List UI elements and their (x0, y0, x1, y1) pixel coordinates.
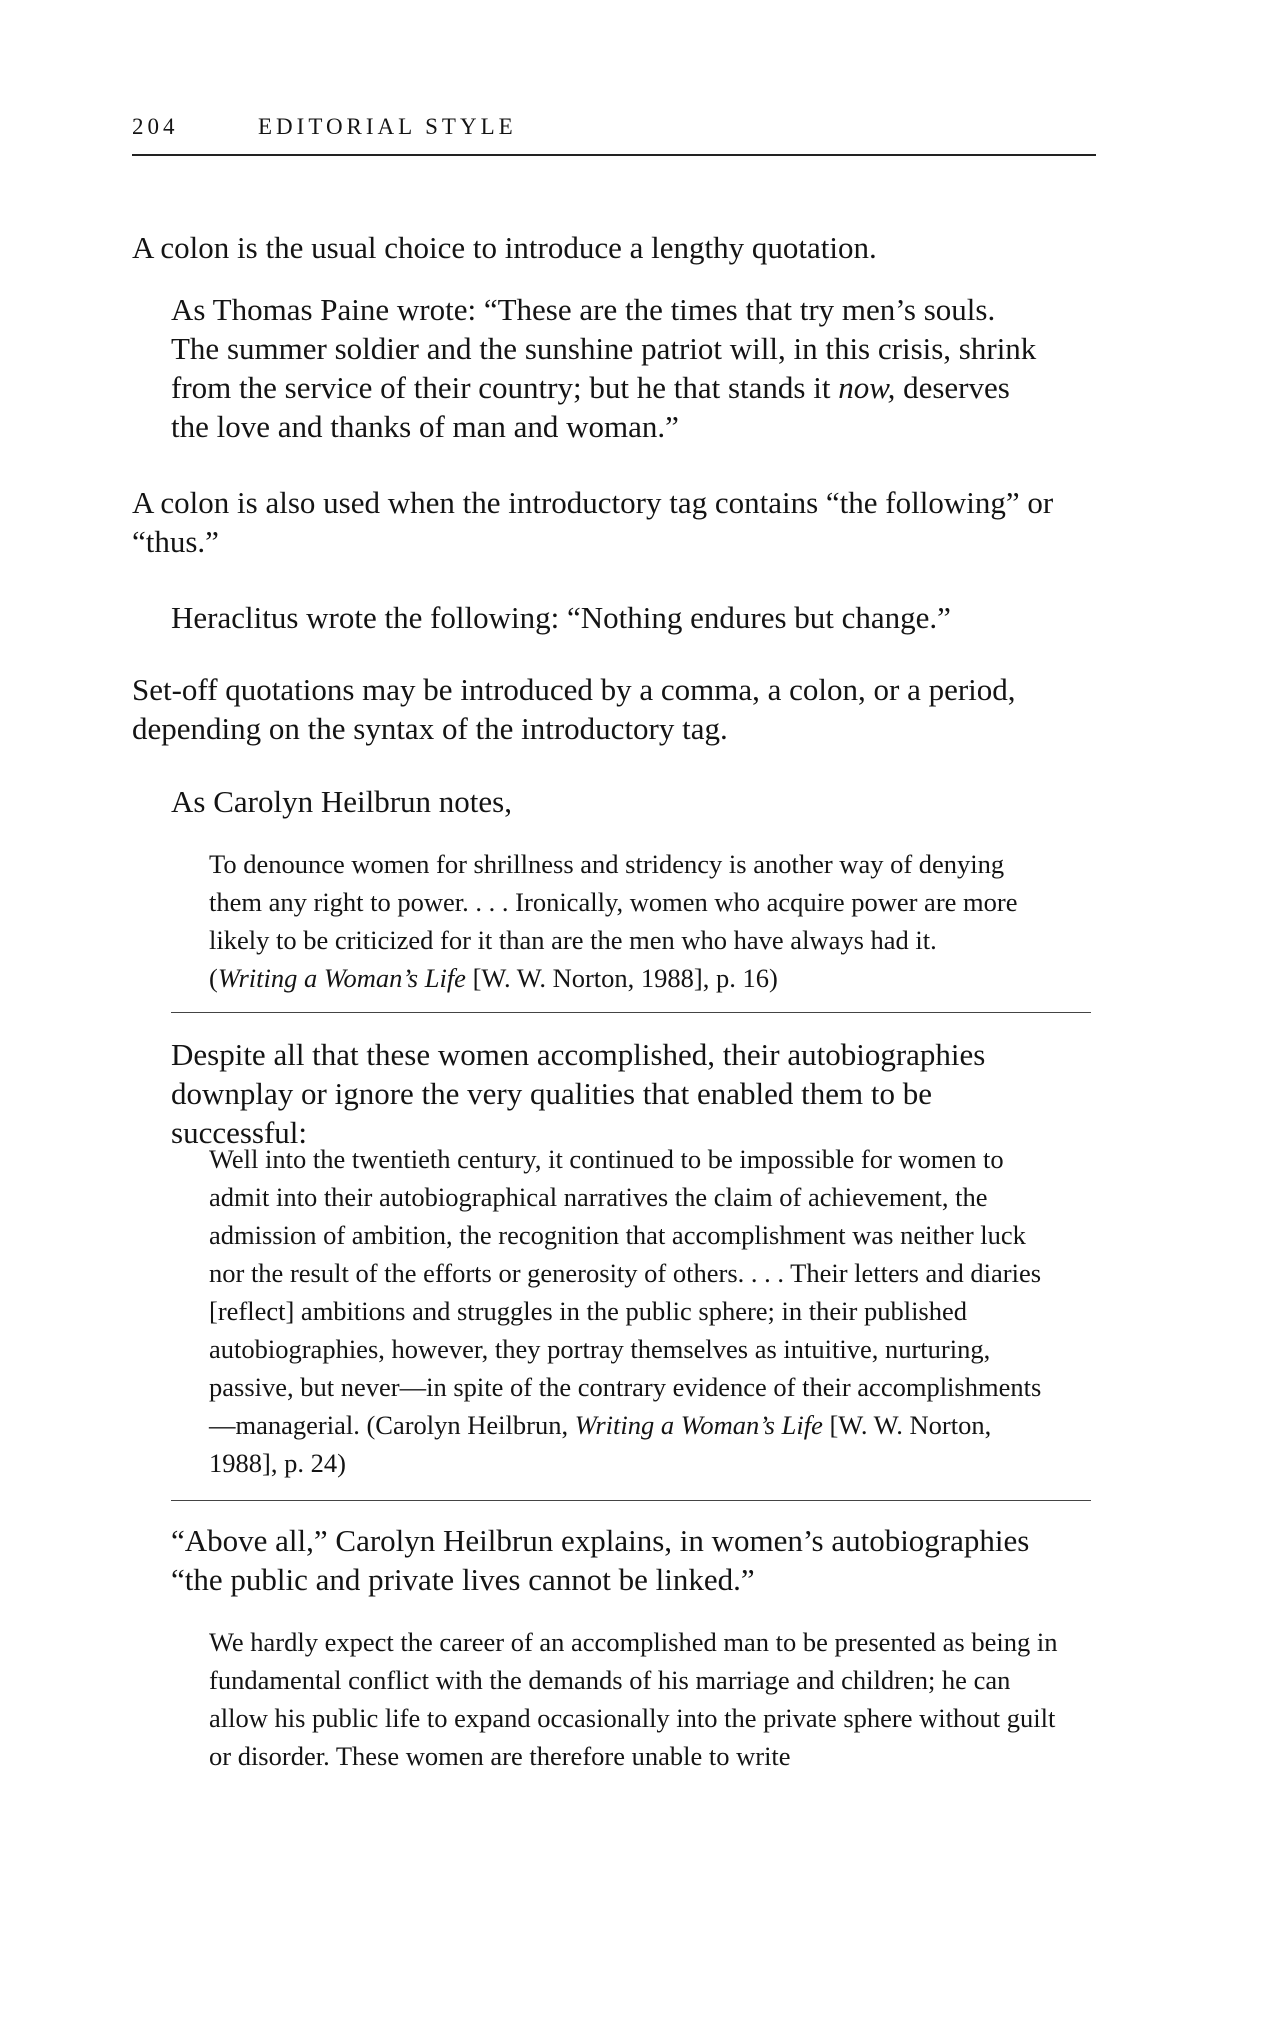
citation-title: Writing a Woman’s Life (574, 1410, 823, 1440)
citation-details: [W. W. Norton, 1988], p. 24) (209, 1410, 992, 1478)
paragraph-set-off-quotations: Set-off quotations may be introduced by a comma, a colon, or a period, depending on the syntax of the introductory tag. (132, 672, 1016, 746)
example-heraclitus: Heraclitus wrote the following: “Nothing endures but change.” (171, 600, 951, 635)
block-quote-heilbrun-career: We hardly expect the career of an accomplished man to be presented as being in fundamental conflict with the demands of his marriage and children; he can allow his public life to expand occasionally into the private sphere without guilt or disorder. These women are therefore unable to write (209, 1627, 1058, 1771)
example-heilbrun-intro: As Carolyn Heilbrun notes, (171, 784, 512, 819)
example-above-all-intro: “Above all,” Carolyn Heilbrun explains, in women’s autobiographies “the public and private lives cannot be linked.” (171, 1523, 1030, 1597)
block-quote-heilbrun-power (209, 845, 1059, 997)
emphasis-now: now, (838, 370, 896, 405)
block-quote-text: To denounce women for shrillness and stridency is another way of denying them any right to power. . . . Ironically, women who acquire power are more likely to be criticized for it than are the men who have always had it. (209, 849, 1018, 955)
running-head (132, 110, 1096, 156)
citation-title: Writing a Woman’s Life (217, 963, 466, 993)
divider-rule (171, 1012, 1091, 1013)
section-title: EDITORIAL STYLE (258, 114, 517, 139)
paragraph-colon-following-thus: A colon is also used when the introductory tag contains “the following” or “thus.” (132, 485, 1054, 559)
page-number: 204 (132, 114, 179, 139)
example-thomas-paine-ending: deserves the love and thanks of man and woman.” (171, 370, 1010, 444)
citation-paren: ( (209, 963, 218, 993)
citation-details: [W. W. Norton, 1988], p. 16) (465, 963, 778, 993)
divider-rule (171, 1500, 1091, 1501)
paragraph-colon-lengthy-quotation: A colon is the usual choice to introduce a lengthy quotation. (132, 230, 877, 265)
block-quote-heilbrun-ambition (209, 1140, 1059, 1482)
example-thomas-paine-text: As Thomas Paine wrote: “These are the times that try men’s souls. The summer soldier and the sunshine patriot will, in this crisis, shrink from the service of their country; but he that stands it (171, 292, 1037, 405)
example-despite-all-intro: Despite all that these women accomplished, their autobiographies downplay or ignore the very qualities that enabled them to be successful: (171, 1037, 986, 1150)
example-thomas-paine (171, 290, 1041, 446)
block-quote-text: Well into the twentieth century, it continued to be impossible for women to admit into their autobiographical narratives the claim of achievement, the admission of ambition, the recognition that accomplishment was neither luck nor the result of the efforts or generosity of others. . . . Their letters and diaries [reflect] ambitions and struggles in the public sphere; in their published autobiographies, however, they portray themselves as intuitive, nurturing, passive, but never—in spite of the contrary evidence of their accomplishments—managerial. (Carolyn Heilbrun, (209, 1144, 1042, 1440)
